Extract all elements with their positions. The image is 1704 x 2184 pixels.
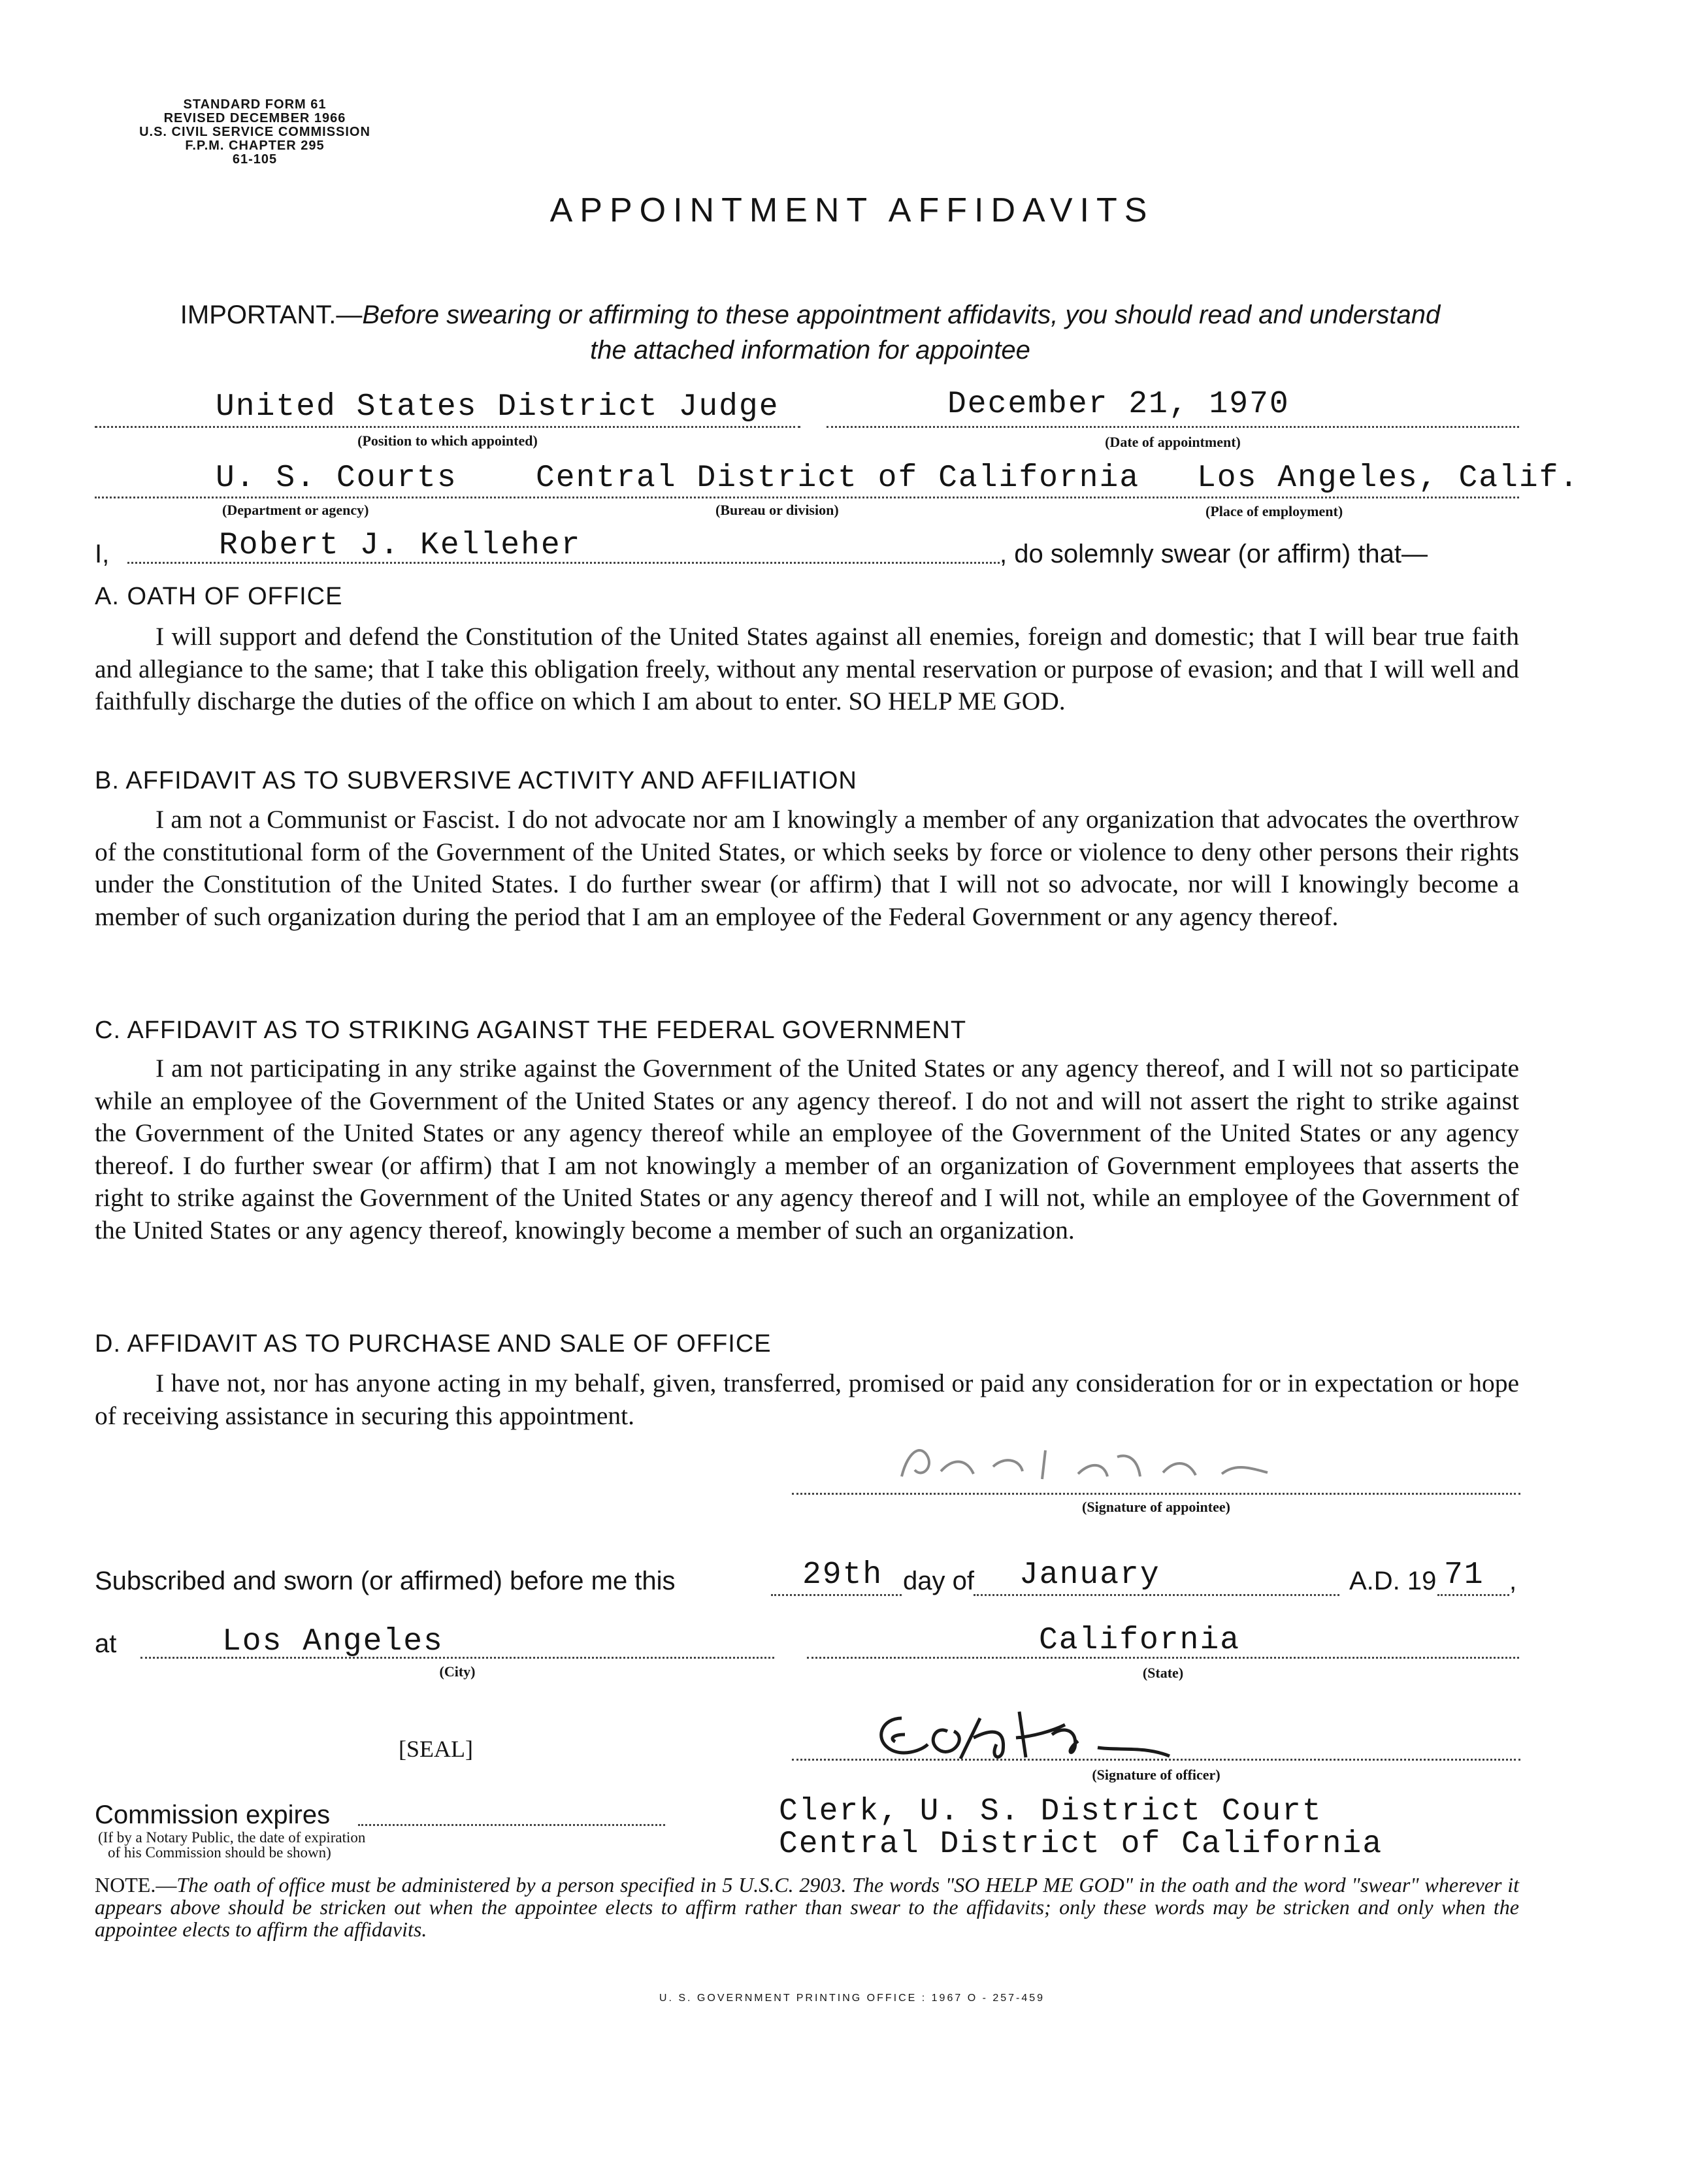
officer-signature-svg [856, 1686, 1261, 1770]
important-label: IMPORTANT.— [180, 301, 363, 329]
officer-signature-line [792, 1759, 1520, 1761]
jurat-month-value: January [1019, 1557, 1160, 1593]
officer-title-1: Clerk, U. S. District Court [779, 1794, 1322, 1829]
jurat-day-of: day of [903, 1567, 974, 1595]
swear-text: , do solemnly swear (or affirm) that— [1000, 540, 1428, 568]
form-id-line: U.S. CIVIL SERVICE COMMISSION [139, 125, 370, 139]
place-caption: (Place of employment) [1205, 503, 1343, 519]
jurat-day-value: 29th [802, 1557, 883, 1593]
position-value: United States District Judge [216, 389, 779, 425]
form-id-line: 61-105 [232, 152, 278, 167]
commission-label: Commission expires [95, 1801, 331, 1829]
document-title: APPOINTMENT AFFIDAVITS [549, 191, 1155, 229]
important-text-2: the attached information for appointee [590, 336, 1030, 365]
subscribed-text: Subscribed and sworn (or affirmed) before me this [95, 1567, 676, 1595]
appointee-signature-line [792, 1493, 1520, 1495]
section-c-heading: C. AFFIDAVIT AS TO STRIKING AGAINST THE FEDERAL GOVERNMENT [95, 1017, 967, 1044]
city-caption: (City) [439, 1663, 476, 1680]
officer-signature-caption: (Signature of officer) [1092, 1767, 1221, 1783]
city-value: Los Angeles [222, 1624, 444, 1659]
section-d-text [95, 1367, 1519, 1432]
appointment-date-value: December 21, 1970 [947, 387, 1290, 422]
section-a-heading: A. OATH OF OFFICE [95, 583, 343, 610]
section-b-heading: B. AFFIDAVIT AS TO SUBVERSIVE ACTIVITY AND AFFILIATION [95, 767, 857, 794]
at-label: at [95, 1629, 117, 1658]
jurat-comma: , [1509, 1567, 1517, 1595]
commission-line [358, 1824, 665, 1826]
section-b-text [95, 804, 1519, 933]
important-notice [91, 297, 1529, 368]
appointee-signature-svg [882, 1431, 1326, 1490]
jurat-month-line [974, 1594, 1339, 1596]
section-b-body: I am not a Communist or Fascist. I do not advocate nor am I knowingly a member of any organization that advocates the overthrow of the constitutional form of the Government of the United States, or which seeks by force or violence to deny other persons their rights under the Constitution of the United States. I do further swear (or affirm) that I will not so advocate, nor will I knowingly become a member of such organization during the period that I am an employee of the Federal Government or any agency thereof. [95, 805, 1519, 931]
officer-signature-strokes [881, 1712, 1170, 1759]
form-identification [124, 98, 385, 167]
state-caption: (State) [1142, 1665, 1184, 1681]
section-d-body: I have not, nor has anyone acting in my behalf, given, transferred, promised or paid any consideration for or in expectation or hope of receiving assistance in securing this appointment. [95, 1369, 1519, 1430]
jurat-day-line [771, 1594, 902, 1596]
place-value: Los Angeles, Calif. [1197, 461, 1580, 496]
note-label: NOTE.— [95, 1873, 177, 1897]
section-d-heading: D. AFFIDAVIT AS TO PURCHASE AND SALE OF OFFICE [95, 1330, 772, 1358]
section-c-text [95, 1052, 1519, 1247]
section-a-body: I will support and defend the Constitution of the United States against all enemies, foreign and domestic; that I will bear true faith and allegiance to the same; that I take this obligation freely, without any mental reservation or purpose of evasion; and that I will well and faithfully discharge the duties of the office on which I am about to enter. SO HELP ME GOD. [95, 622, 1519, 715]
bureau-caption: (Bureau or division) [715, 502, 839, 518]
position-line [95, 426, 800, 428]
form-id-line: REVISED DECEMBER 1966 [163, 111, 346, 125]
appointee-signature-strokes [902, 1450, 1268, 1479]
printing-office-footer: U. S. GOVERNMENT PRINTING OFFICE : 1967 O - 257-459 [659, 1993, 1045, 2004]
city-line [140, 1657, 774, 1659]
important-text-1: Before swearing or affirming to these appointment affidavits, you should read and understand [362, 301, 1441, 329]
position-caption: (Position to which appointed) [357, 432, 538, 449]
jurat-ad-label: A.D. 19 [1349, 1567, 1437, 1595]
section-a-text [95, 621, 1519, 718]
jurat-year-value: 71 [1444, 1557, 1484, 1593]
state-value: California [1039, 1623, 1241, 1658]
date-line [827, 426, 1519, 428]
note-text: The oath of office must be administered by a person specified in 5 U.S.C. 2903. The words "SO HELP ME GOD" in the oath and the word "swear" wherever it appears above should be stricken out when the appointee elects to affirm rather than swear to the affidavits; only these words may be stricken and only when the appointee elects to affirm the affidavits. [95, 1873, 1519, 1941]
commission-note-1: (If by a Notary Public, the date of expiration [98, 1829, 366, 1846]
appointee-signature-caption: (Signature of appointee) [1082, 1499, 1230, 1515]
seal-label: [SEAL] [399, 1736, 473, 1762]
form-id-line: STANDARD FORM 61 [183, 97, 327, 112]
state-line [807, 1657, 1519, 1659]
bureau-value: Central District of California [536, 461, 1140, 496]
appointee-name-line [127, 562, 1000, 564]
form-id-line: F.P.M. CHAPTER 295 [185, 139, 325, 153]
note-block [95, 1874, 1519, 1940]
department-caption: (Department or agency) [222, 502, 369, 518]
section-c-body: I am not participating in any strike against the Government of the United States or any agency thereof, and I will not so participate while an employee of the Government of the United States or any agency thereof. I do not and will not assert the right to strike against the Government of the United States or any agency thereof while an employee of the Government of the United States or any agency thereof. I do further swear (or affirm) that I am not knowingly a member of an organization of Government employees that asserts the right to strike against the Government of the United States or any agency thereof and I will not, while an employee of the Government of the United States or any agency thereof, knowingly become a member of such an organization. [95, 1054, 1519, 1245]
department-line [95, 497, 1519, 498]
officer-title-2: Central District of California [779, 1827, 1383, 1862]
i-label: I, [95, 540, 110, 568]
commission-note-2: of his Commission should be shown) [108, 1844, 331, 1861]
department-value: U. S. Courts [216, 461, 457, 496]
date-caption: (Date of appointment) [1105, 434, 1241, 450]
jurat-year-line [1437, 1594, 1509, 1596]
appointee-name-value: Robert J. Kelleher [219, 528, 582, 563]
